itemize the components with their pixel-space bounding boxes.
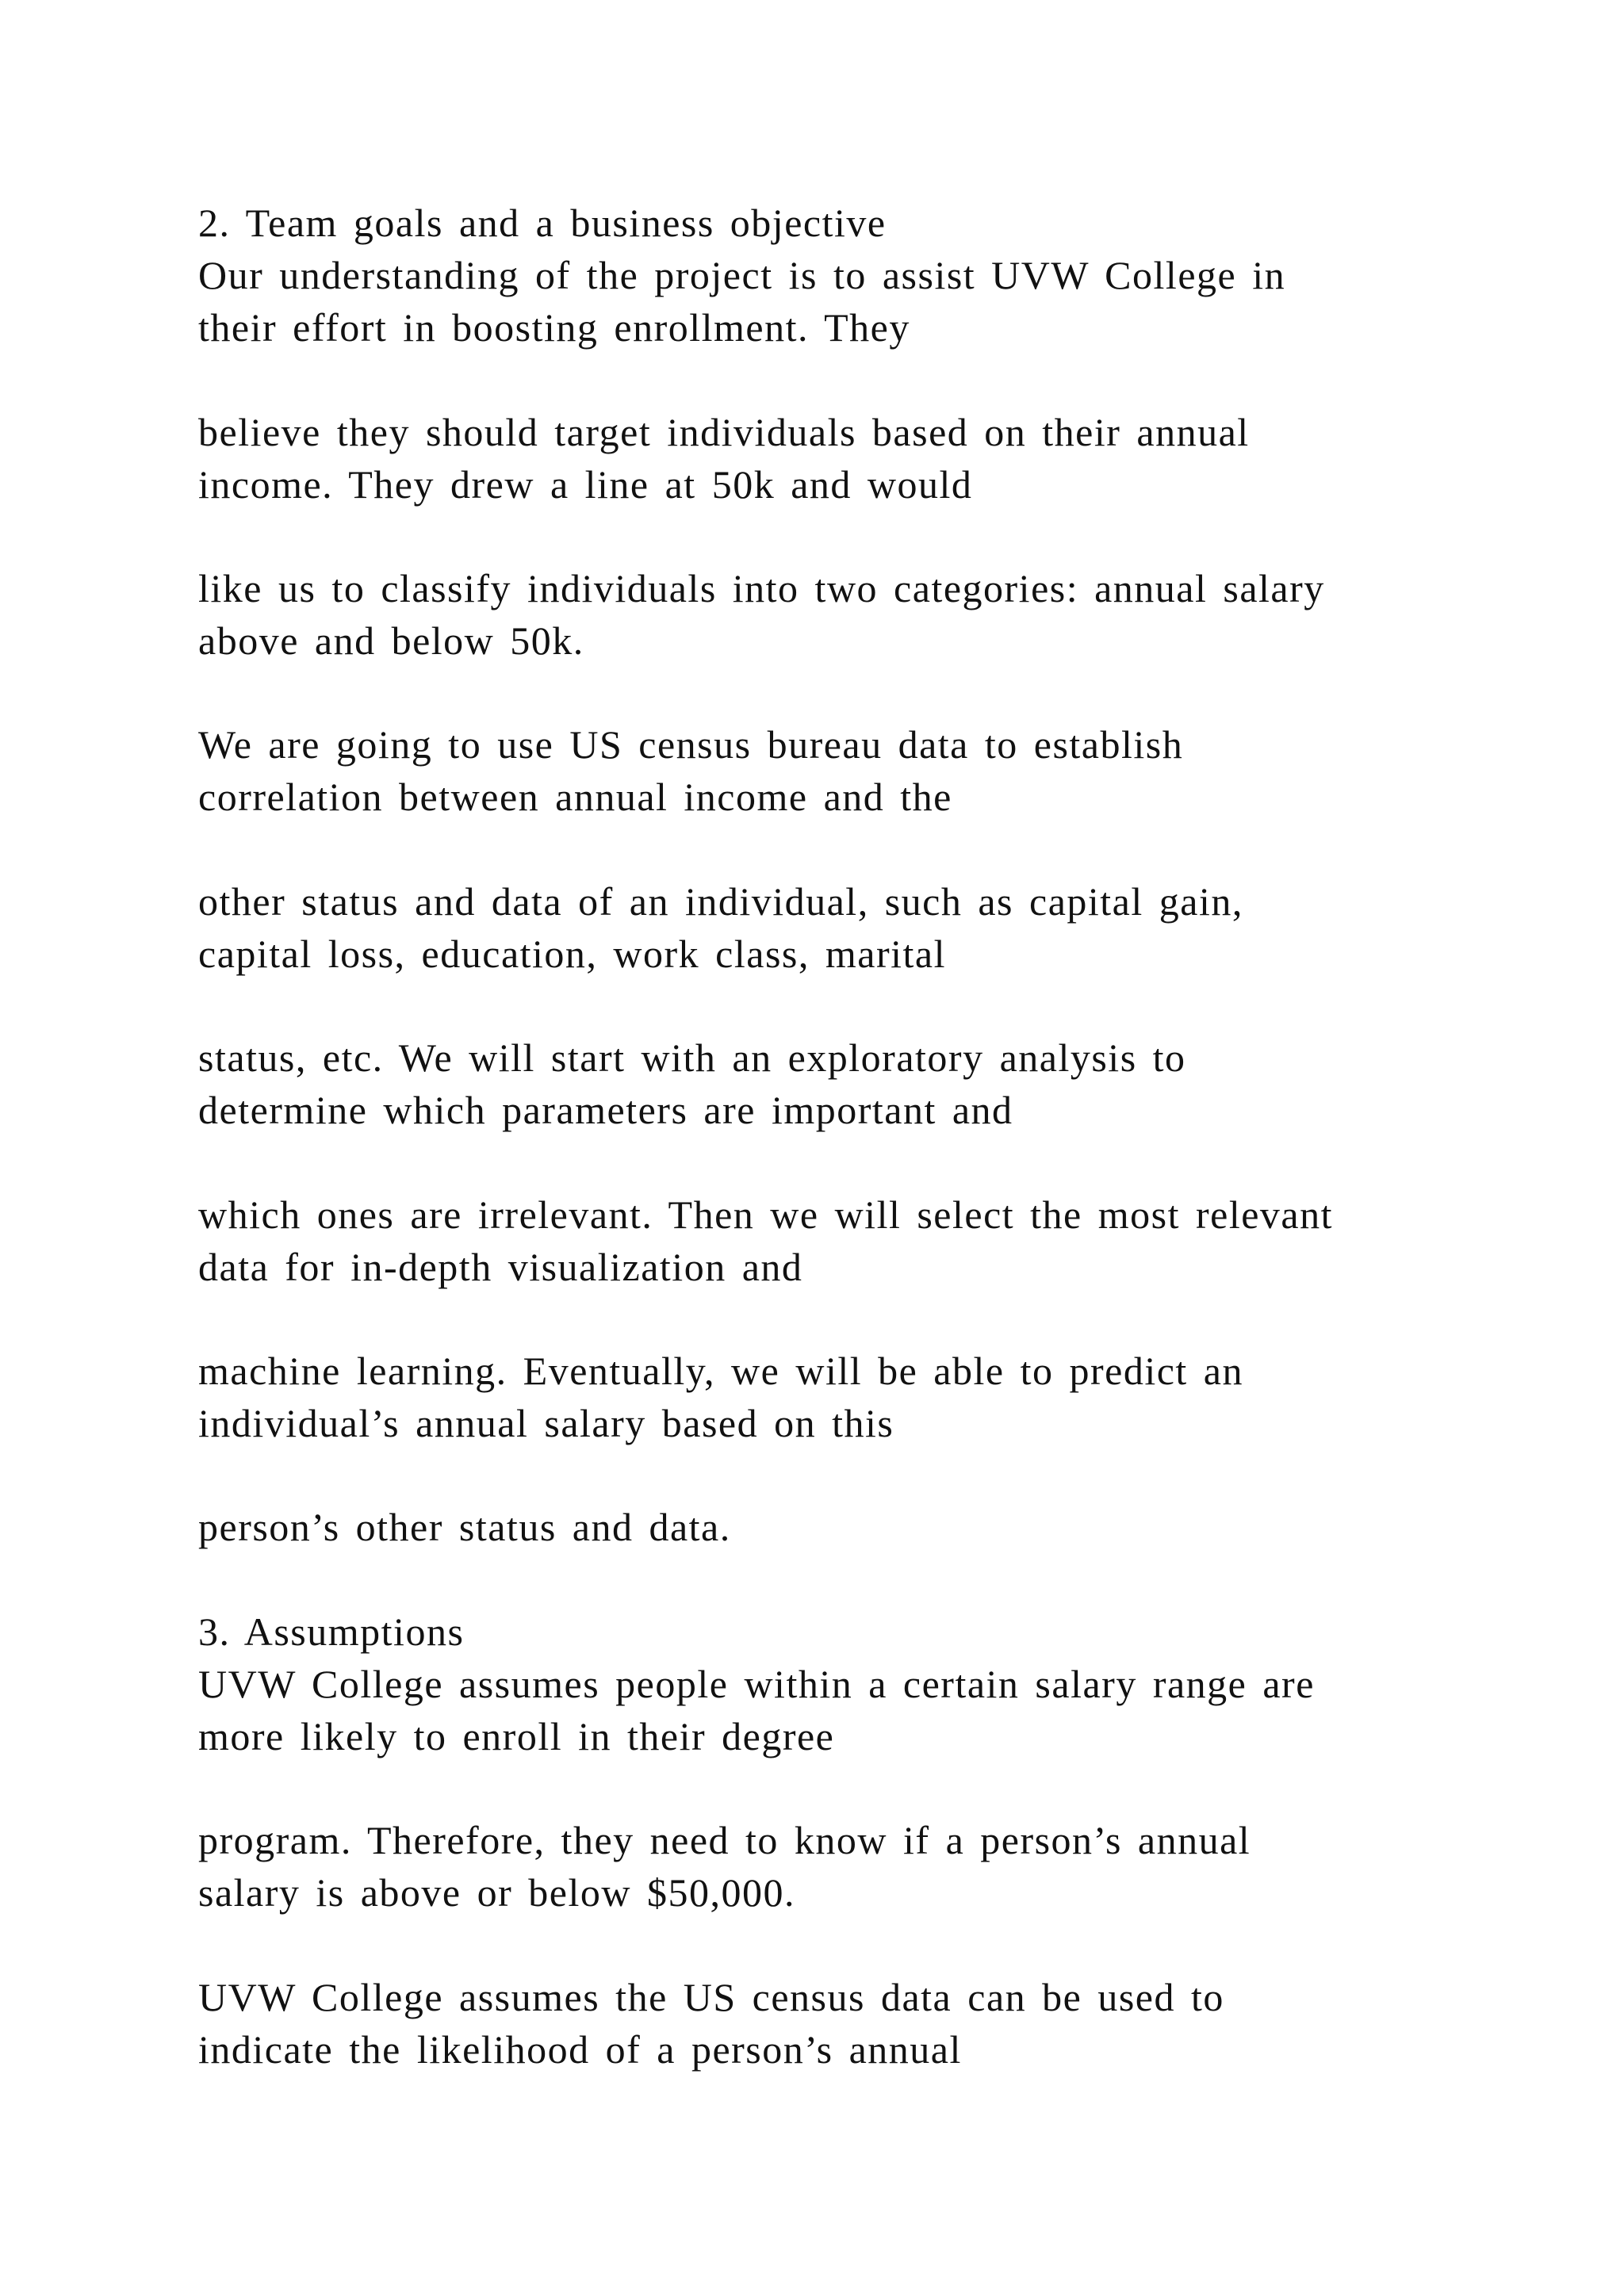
paragraph-line: which ones are irrelevant. Then we will select the most relevant bbox=[198, 1192, 1333, 1237]
paragraph-line: income. They drew a line at 50k and would bbox=[198, 462, 973, 507]
section-heading-team-goals: 2. Team goals and a business objective bbox=[198, 201, 887, 245]
paragraph-line: individual’s annual salary based on this bbox=[198, 1401, 894, 1445]
paragraph-line: determine which parameters are important and bbox=[198, 1088, 1013, 1132]
paragraph-line: other status and data of an individual, such as capital gain, bbox=[198, 879, 1243, 924]
paragraph-line: We are going to use US census bureau data to establish bbox=[198, 722, 1184, 767]
paragraph-line: more likely to enroll in their degree bbox=[198, 1714, 835, 1758]
paragraph-line: status, etc. We will start with an exploratory analysis to bbox=[198, 1035, 1186, 1080]
paragraph-line: program. Therefore, they need to know if a person’s annual bbox=[198, 1818, 1251, 1862]
paragraph-line: person’s other status and data. bbox=[198, 1505, 731, 1549]
paragraph-line: like us to classify individuals into two categories: annual salary bbox=[198, 566, 1325, 610]
paragraph-line: capital loss, education, work class, marital bbox=[198, 932, 946, 976]
paragraph-line: correlation between annual income and the bbox=[198, 775, 952, 819]
paragraph-line: indicate the likelihood of a person’s annual bbox=[198, 2027, 962, 2072]
paragraph-line: data for in-depth visualization and bbox=[198, 1245, 803, 1289]
paragraph-line: their effort in boosting enrollment. They bbox=[198, 305, 910, 350]
section-heading-assumptions: 3. Assumptions bbox=[198, 1609, 465, 1654]
paragraph-line: salary is above or below $50,000. bbox=[198, 1870, 795, 1915]
paragraph-line: UVW College assumes people within a certain salary range are bbox=[198, 1662, 1315, 1706]
paragraph-line: believe they should target individuals based on their annual bbox=[198, 410, 1250, 454]
paragraph-line: machine learning. Eventually, we will be able to predict an bbox=[198, 1349, 1243, 1393]
paragraph-line: UVW College assumes the US census data can be used to bbox=[198, 1975, 1224, 2019]
paragraph-line: Our understanding of the project is to assist UVW College in bbox=[198, 253, 1286, 297]
paragraph-line: above and below 50k. bbox=[198, 618, 584, 663]
